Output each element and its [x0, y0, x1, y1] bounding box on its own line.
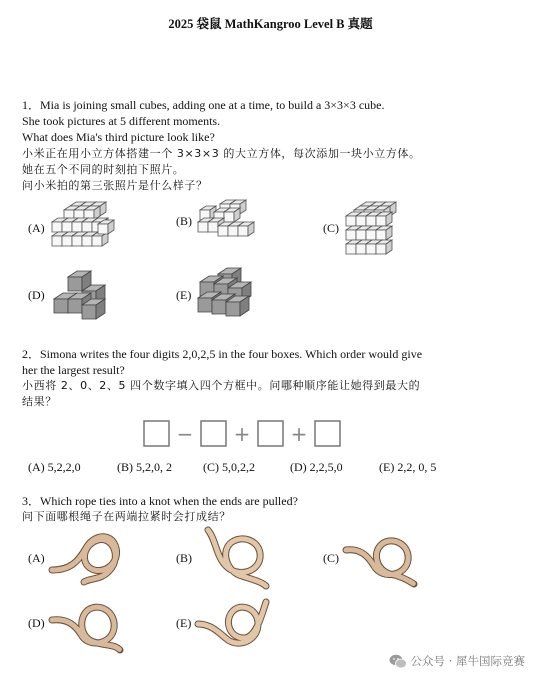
wechat-icon: [389, 654, 407, 669]
q3-option-a-label[interactable]: (A): [28, 551, 45, 565]
q1-option-b-label[interactable]: (B): [176, 214, 192, 228]
watermark: [389, 653, 525, 669]
q2-option-d[interactable]: (D) 2,2,5,0: [290, 460, 343, 474]
q2-option-b[interactable]: (B) 5,2,0, 2: [117, 460, 172, 474]
q2-op-plus-2: +: [290, 422, 308, 446]
q1-option-c-label[interactable]: (C): [323, 221, 339, 235]
q3-option-a-rope-image[interactable]: [50, 526, 125, 588]
q2-op-plus-1: +: [233, 422, 251, 446]
q3-option-e-rope-image[interactable]: [196, 594, 271, 654]
q1-option-e-cubes-image[interactable]: [198, 268, 268, 323]
q2-box-4[interactable]: [315, 421, 340, 446]
q1-text-en-2: She took pictures at 5 different moments.: [22, 114, 221, 128]
q2-text-zh-1: 小西将 2、0、2、5 四个数字填入四个方框中。问哪种顺序能让她得到最大的: [22, 379, 421, 392]
q1-option-a-label[interactable]: (A): [28, 221, 45, 235]
q1-text-en-1: 1．Mia is joining small cubes, adding one at a time, to build a 3×3×3 cube.: [22, 98, 385, 112]
q2-box-1[interactable]: [144, 421, 169, 446]
watermark-text: 公众号 · 犀牛国际竞赛: [410, 654, 525, 668]
q1-option-b-cubes-image[interactable]: [198, 200, 268, 245]
page-title: 2025 袋鼠 MathKangroo Level B 真题: [168, 17, 373, 31]
q2-option-a[interactable]: (A) 5,2,2,0: [28, 460, 81, 474]
q3-text-en-1: 3．Which rope ties into a knot when the ends are pulled?: [22, 494, 298, 508]
q3-option-e-label[interactable]: (E): [176, 616, 192, 630]
q3-option-d-label[interactable]: (D): [28, 616, 45, 630]
q1-option-c-cubes-image[interactable]: [346, 202, 416, 262]
q1-option-d-cubes-image[interactable]: [54, 271, 124, 327]
q3-option-b-label[interactable]: (B): [176, 551, 192, 565]
q1-text-zh-2: 她在五个不同的时刻拍下照片。: [22, 163, 185, 176]
q1-option-e-label[interactable]: (E): [176, 288, 192, 302]
q2-text-en-2: her the largest result?: [22, 363, 125, 377]
q2-text-zh-2: 结果？: [22, 395, 57, 408]
q3-option-d-rope-image[interactable]: [50, 594, 125, 654]
q1-option-d-label[interactable]: (D): [28, 288, 45, 302]
q2-text-en-1: 2．Simona writes the four digits 2,0,2,5 in the four boxes. Which order would give: [22, 347, 423, 361]
q3-option-b-rope-image[interactable]: [196, 526, 271, 588]
q1-text-zh-1: 小米正在用小立方体搭建一个 3×3×3 的大立方体，每次添加一块小立方体。: [22, 147, 421, 160]
q1-option-a-cubes-image[interactable]: [52, 200, 122, 260]
q2-op-minus: −: [176, 422, 194, 446]
q3-option-c-rope-image[interactable]: [344, 526, 419, 588]
q2-option-c[interactable]: (C) 5,0,2,2: [203, 460, 255, 474]
q2-expression-boxes: [143, 419, 348, 449]
q1-text-en-3: What does Mia's third picture look like?: [22, 130, 215, 144]
q2-box-3[interactable]: [258, 421, 283, 446]
q1-text-zh-3: 问小米拍的第三张照片是什么样子？: [22, 179, 208, 192]
q3-text-zh-1: 问下面哪根绳子在两端拉紧时会打成结？: [22, 510, 231, 523]
q2-option-e[interactable]: (E) 2,2, 0, 5: [379, 460, 437, 474]
q2-box-2[interactable]: [201, 421, 226, 446]
q3-option-c-label[interactable]: (C): [323, 551, 339, 565]
